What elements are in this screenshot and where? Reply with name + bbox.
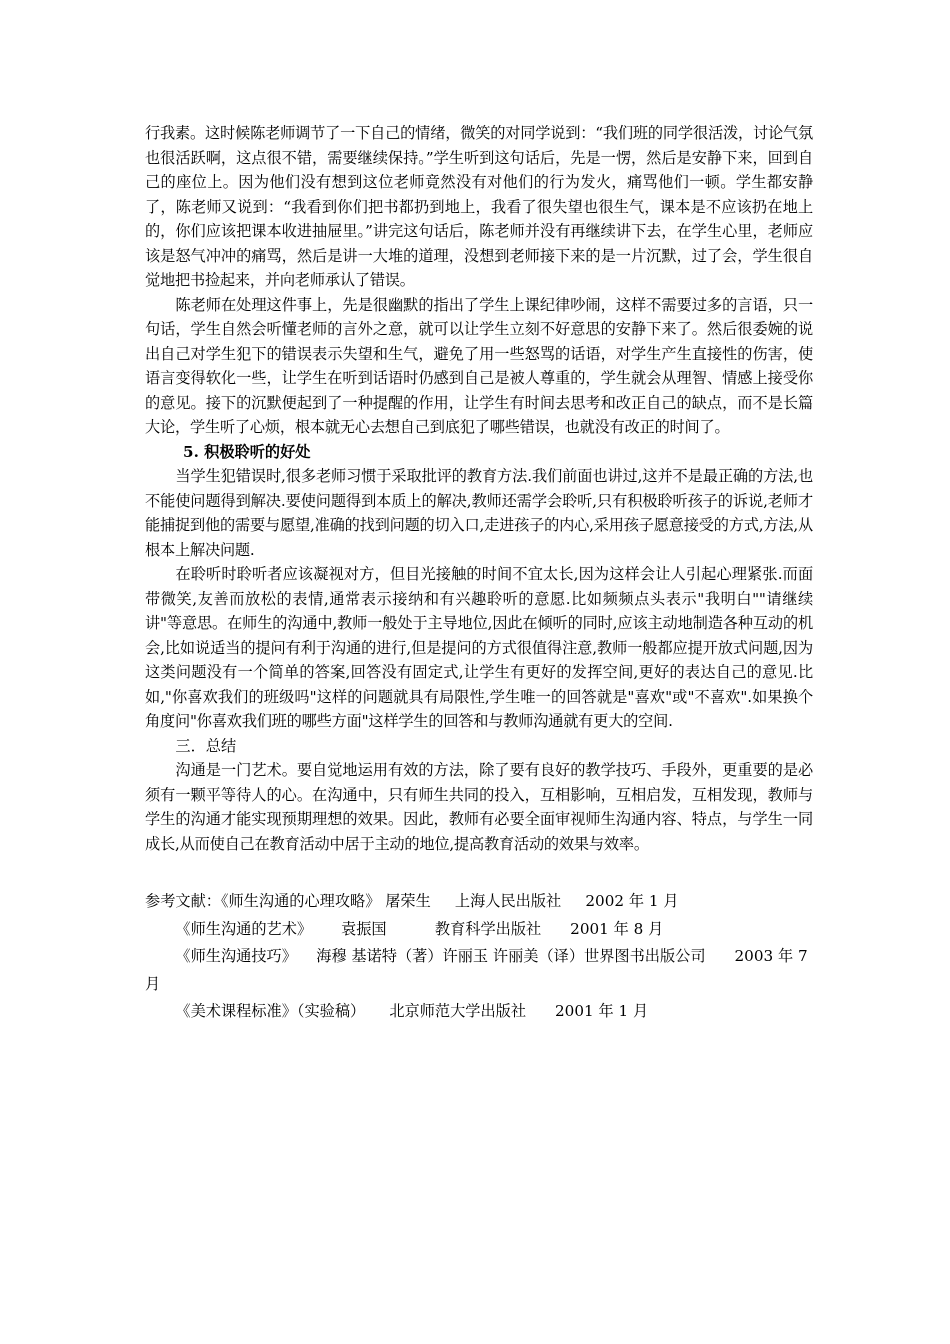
body-paragraph-3: 当学生犯错误时,很多老师习惯于采取批评的教育方法.我们前面也讲过,这并不是最正确的方法,也不能使问题得到解决.要使问题得到本质上的解决,教师还需学会聆听,只有积极聆听孩子的诉说,老师才能捕捉到他的需要与愿望,准确的找到问题的切入口,走进孩子的内心,采用孩子愿意接受的方式,方法,从根本上解决问题.	[145, 467, 813, 559]
reference-item-2: 《师生沟通的艺术》 袁振国 教育科学出版社 2001 年 8 月	[175, 919, 664, 938]
section-heading-5: 5. 积极聆听的好处	[183, 442, 311, 461]
references-list	[145, 888, 813, 1026]
body-paragraph-2: 陈老师在处理这件事上，先是很幽默的指出了学生上课纪律吵闹，这样不需要过多的言语，只一句话，学生自然会听懂老师的言外之意，就可以让学生立刻不好意思的安静下来了。然后很委婉的说出自己对学生犯下的错误表示失望和生气，避免了用一些怒骂的话语，对学生产生直接性的伤害，使语言变得软化一些，让学生在听到话语时仍感到自己是被人尊重的，学生就会从理智、情感上接受你的意见。接下的沉默便起到了一种提醒的作用，让学生有时间去思考和改正自己的缺点，而不是长篇大论，学生听了心烦，根本就无心去想自己到底犯了哪些错误，也就没有改正的时间了。	[145, 295, 813, 436]
body-paragraph-4: 在聆听时聆听者应该凝视对方，但目光接触的时间不宜太长,因为这样会让人引起心理紧张.而面带微笑,友善而放松的表情,通常表示接纳和有兴趣聆听的意愿.比如频频点头表示"我明白""请继续讲"等意思。在师生的沟通中,教师一般处于主导地位,因此在倾听的同时,应该主动地制造各种互动的机会,比如说适当的提问有利于沟通的进行,但是提问的方式很值得注意,教师一般都应提开放式问题,因为这类问题没有一个简单的答案,回答没有固定式,让学生有更好的发挥空间,更好的表达自己的意见.比如,"你喜欢我们的班级吗"这样的问题就具有局限性,学生唯一的回答就是"喜欢"或"不喜欢".如果换个角度问"你喜欢我们班的哪些方面"这样学生的回答和与教师沟通就有更大的空间.	[145, 565, 813, 730]
document-page	[145, 121, 813, 1026]
reference-item-4: 《美术课程标准》（实验稿） 北京师范大学出版社 2001 年 1 月	[175, 1002, 649, 1020]
body-paragraph-1: 行我素。这时候陈老师调节了一下自己的情绪，微笑的对同学说到：“我们班的同学很活泼，讨论气氛也很活跃啊，这点很不错，需要继续保持。”学生听到这句话后，先是一愣，然后是安静下来，回到自己的座位上。因为他们没有想到这位老师竟然没有对他们的行为发火，痛骂他们一顿。学生都安静了，陈老师又说到：“我看到你们把书都扔到地上，我看了很失望也很生气，课本是不应该扔在地上的，你们应该把课本收进抽屉里。”讲完这句话后，陈老师并没有再继续讲下去，在学生心里，老师应该是怒气冲冲的痛骂，然后是讲一大堆的道理，没想到老师接下来的是一片沉默，过了会，学生很自觉地把书捡起来，并向老师承认了错误。	[145, 124, 813, 289]
body-paragraph-5: 沟通是一门艺术。要自觉地运用有效的方法，除了要有良好的教学技巧、手段外，更重要的是必须有一颗平等待人的心。在沟通中，只有师生共同的投入，互相影响，互相启发，互相发现，教师与学生的沟通才能实现预期理想的效果。因此，教师有必要全面审视师生沟通内容、特点，与学生一同成长,从而使自己在教育活动中居于主动的地位,提高教育活动的效果与效率。	[145, 761, 813, 853]
section-heading-summary: 三．总结	[175, 736, 237, 755]
reference-item-3: 《师生沟通技巧》 海穆 基诺特（著）许丽玉 许丽美（译）世界图书出版公司 2003 年 7 月	[145, 947, 813, 993]
reference-item-1: 参考文献：《师生沟通的心理攻略》 屠荣生 上海人民出版社 2002 年 1 月	[145, 892, 679, 910]
